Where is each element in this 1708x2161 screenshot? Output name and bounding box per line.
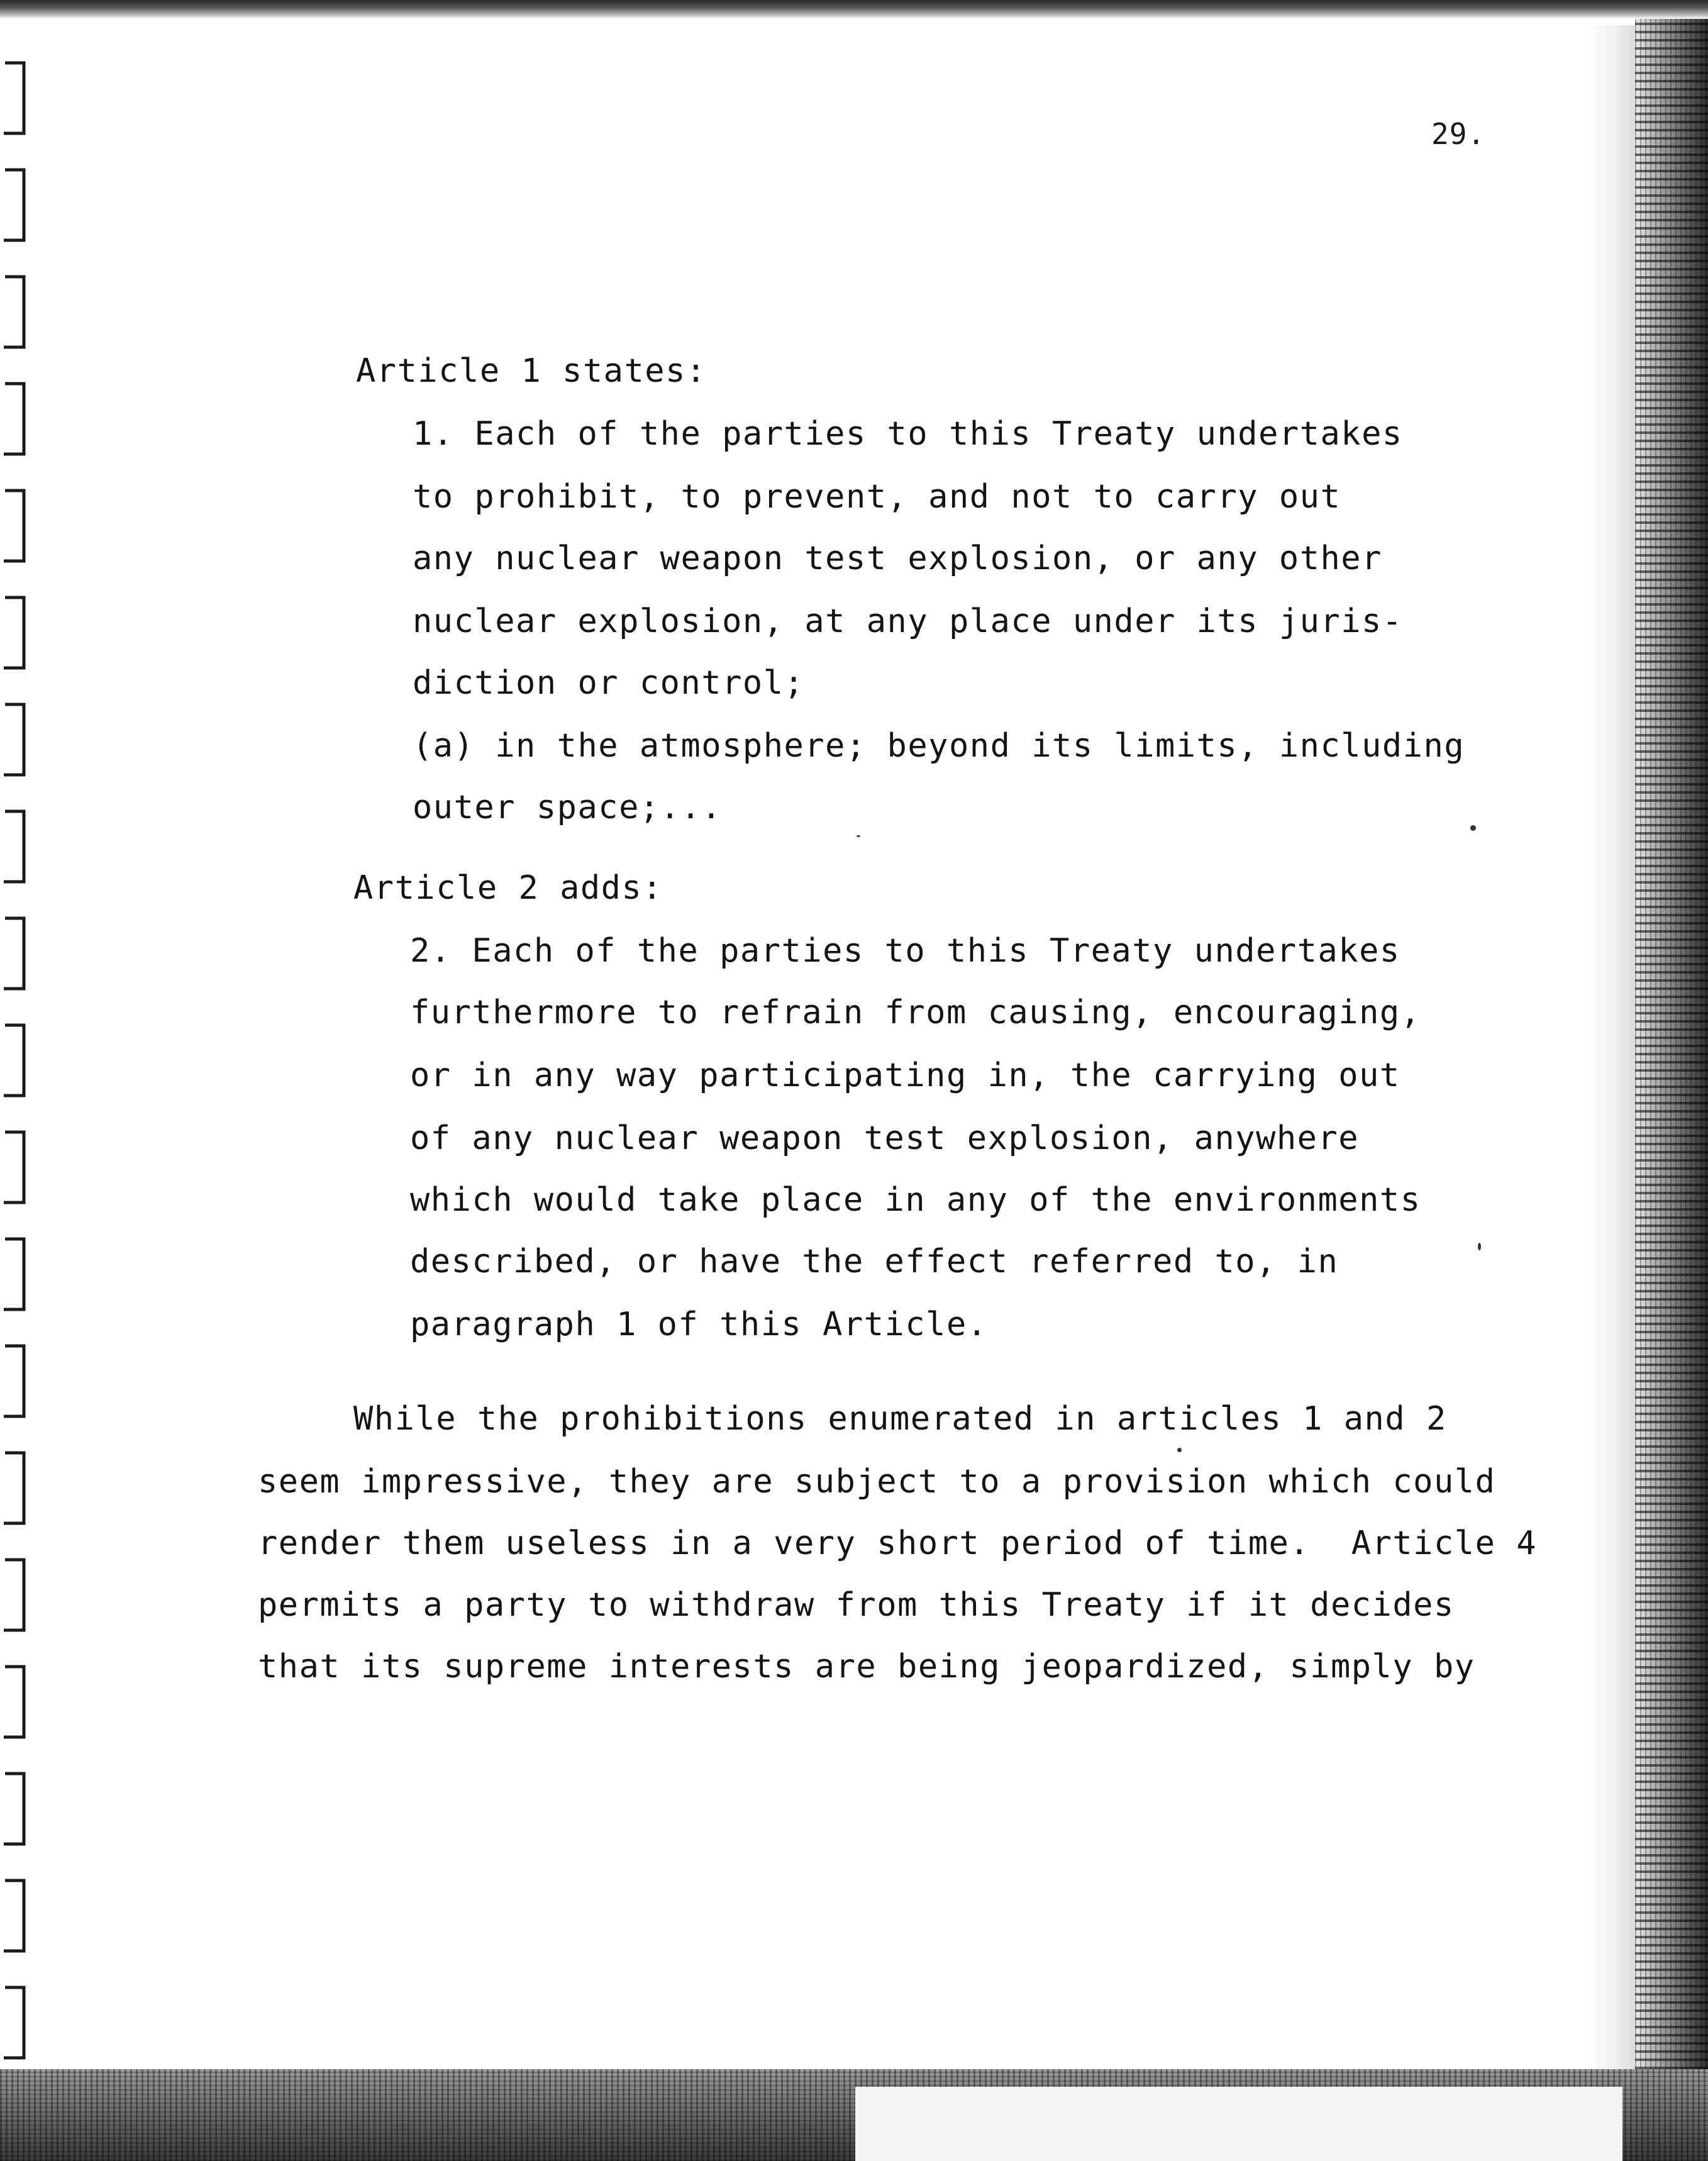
paragraph-line: render them useless in a very short period of time. Article 4	[258, 1525, 1538, 1562]
quote-line: 1. Each of the parties to this Treaty undertakes	[413, 415, 1403, 453]
binder-bracket-icon	[4, 1025, 24, 1096]
quote-line: described, or have the effect referred to, in	[410, 1243, 1339, 1280]
binder-bracket-icon	[4, 1774, 24, 1844]
binder-bracket-icons	[0, 0, 38, 2075]
quote-line: furthermore to refrain from causing, encouraging,	[410, 994, 1421, 1031]
scan-speck	[857, 835, 860, 837]
binder-brackets	[0, 0, 38, 2075]
binder-bracket-icon	[4, 170, 24, 240]
scan-speck	[1470, 825, 1476, 831]
binder-bracket-icon	[4, 811, 24, 882]
quote-line: (a) in the atmosphere; beyond its limits, including	[413, 727, 1465, 765]
binder-bracket-icon	[4, 63, 24, 133]
scan-top-edge	[0, 0, 1708, 19]
binder-bracket-icon	[4, 1239, 24, 1309]
paragraph-line: permits a party to withdraw from this Treaty if it decides	[258, 1586, 1455, 1624]
quote-line: any nuclear weapon test explosion, or any other	[413, 540, 1382, 577]
quote-line: which would take place in any of the environments	[410, 1181, 1421, 1219]
binder-bracket-icon	[4, 1560, 24, 1630]
paragraph-line: While the prohibitions enumerated in articles 1 and 2	[353, 1400, 1447, 1438]
quote-line: to prohibit, to prevent, and not to carry out	[413, 478, 1341, 516]
binder-bracket-icon	[4, 1667, 24, 1737]
paragraph-line: that its supreme interests are being jeopardized, simply by	[258, 1648, 1475, 1686]
binder-bracket-icon	[4, 1880, 24, 1951]
binder-bracket-icon	[4, 491, 24, 561]
scan-speck	[1177, 1448, 1182, 1452]
quote-line: 2. Each of the parties to this Treaty undertakes	[410, 932, 1400, 970]
binder-bracket-icon	[4, 918, 24, 989]
scan-right-edge	[1635, 19, 1708, 2069]
article2-intro: Article 2 adds:	[353, 869, 663, 907]
quote-line: nuclear explosion, at any place under its juris-	[413, 603, 1403, 640]
paragraph-line: seem impressive, they are subject to a provision which could	[258, 1463, 1496, 1501]
binder-bracket-icon	[4, 1987, 24, 2058]
article1-intro: Article 1 states:	[356, 352, 707, 390]
quote-line: outer space;...	[413, 789, 723, 826]
quote-line: paragraph 1 of this Article.	[410, 1306, 988, 1343]
page-gutter-shadow	[1585, 25, 1635, 2069]
binder-bracket-icon	[4, 384, 24, 454]
quote-line: or in any way participating in, the carrying out	[410, 1057, 1400, 1094]
binder-bracket-icon	[4, 704, 24, 775]
scan-speck	[1478, 1243, 1481, 1250]
binder-bracket-icon	[4, 1346, 24, 1416]
page-number: 29.	[1431, 117, 1486, 151]
quote-line: of any nuclear weapon test explosion, anywhere	[410, 1119, 1360, 1157]
scan-bottom-page-strip	[855, 2087, 1622, 2161]
binder-bracket-icon	[4, 597, 24, 668]
binder-bracket-icon	[4, 1453, 24, 1523]
binder-bracket-icon	[4, 277, 24, 347]
binder-bracket-icon	[4, 1132, 24, 1203]
quote-line: diction or control;	[413, 664, 805, 702]
